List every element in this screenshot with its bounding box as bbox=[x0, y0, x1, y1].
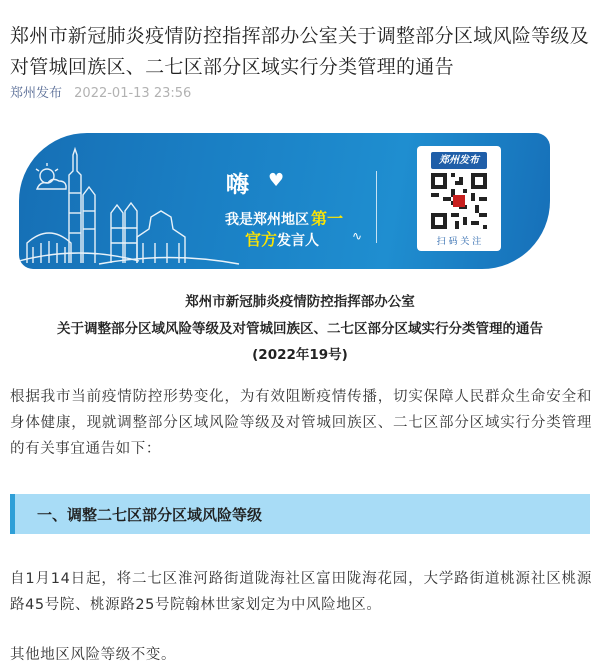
article-title: 郑州市新冠肺炎疫情防控指挥部办公室关于调整部分区域风险等级及对管城回族区、二七区部分区域实行分类管理的通告 bbox=[10, 24, 590, 78]
intro-paragraph: 根据我市当前疫情防控形势变化，为有效阻断疫情传播，切实保障人民群众生命安全和身体健康，现就调整部分区域风险等级及对管城回族区、二七区部分区域实行分类管理的有关事宜通告如下： bbox=[10, 389, 592, 457]
banner-greeting: 嗨 bbox=[226, 172, 251, 198]
banner-tagline-2 bbox=[245, 227, 319, 250]
section-title: 一、调整二七区部分区域风险等级 bbox=[37, 506, 263, 524]
tagline-highlight-2: 官方 bbox=[245, 230, 278, 249]
banner-divider bbox=[376, 171, 377, 243]
banner-tagline-1 bbox=[225, 206, 343, 229]
article-meta bbox=[10, 82, 191, 101]
section-paragraph: 自1月14日起，将二七区淮河路街道陇海社区富田陇海花园，大学路街道桃源社区桃源路45号院、桃源路25号院翰林世家划定为中风险地区。 bbox=[10, 571, 592, 613]
qr-code-icon bbox=[431, 173, 487, 229]
notice-subject: 关于调整部分区域风险等级及对管城回族区、二七区部分区域实行分类管理的通告 bbox=[57, 321, 543, 337]
tagline-suffix: 发言人 bbox=[277, 233, 320, 249]
closing-paragraph: 其他地区风险等级不变。 bbox=[10, 647, 177, 663]
wave-icon: ∿ bbox=[352, 229, 363, 243]
qr-caption: 扫 码 关 注 bbox=[436, 237, 482, 247]
publish-time: 2022-01-13 23:56 bbox=[74, 86, 192, 101]
tagline-prefix: 我是郑州地区 bbox=[225, 212, 309, 228]
banner-image bbox=[19, 133, 550, 269]
tagline-highlight-1: 第一 bbox=[311, 209, 344, 228]
notice-number: (2022年19号) bbox=[252, 347, 348, 363]
source-link[interactable]: 郑州发布 bbox=[10, 86, 63, 101]
section-header bbox=[10, 494, 590, 534]
qr-logo: 郑州发布 bbox=[431, 152, 487, 169]
qr-card bbox=[417, 146, 501, 251]
notice-issuer: 郑州市新冠肺炎疫情防控指挥部办公室 bbox=[185, 294, 415, 310]
heart-icon: ♥ bbox=[268, 170, 285, 191]
